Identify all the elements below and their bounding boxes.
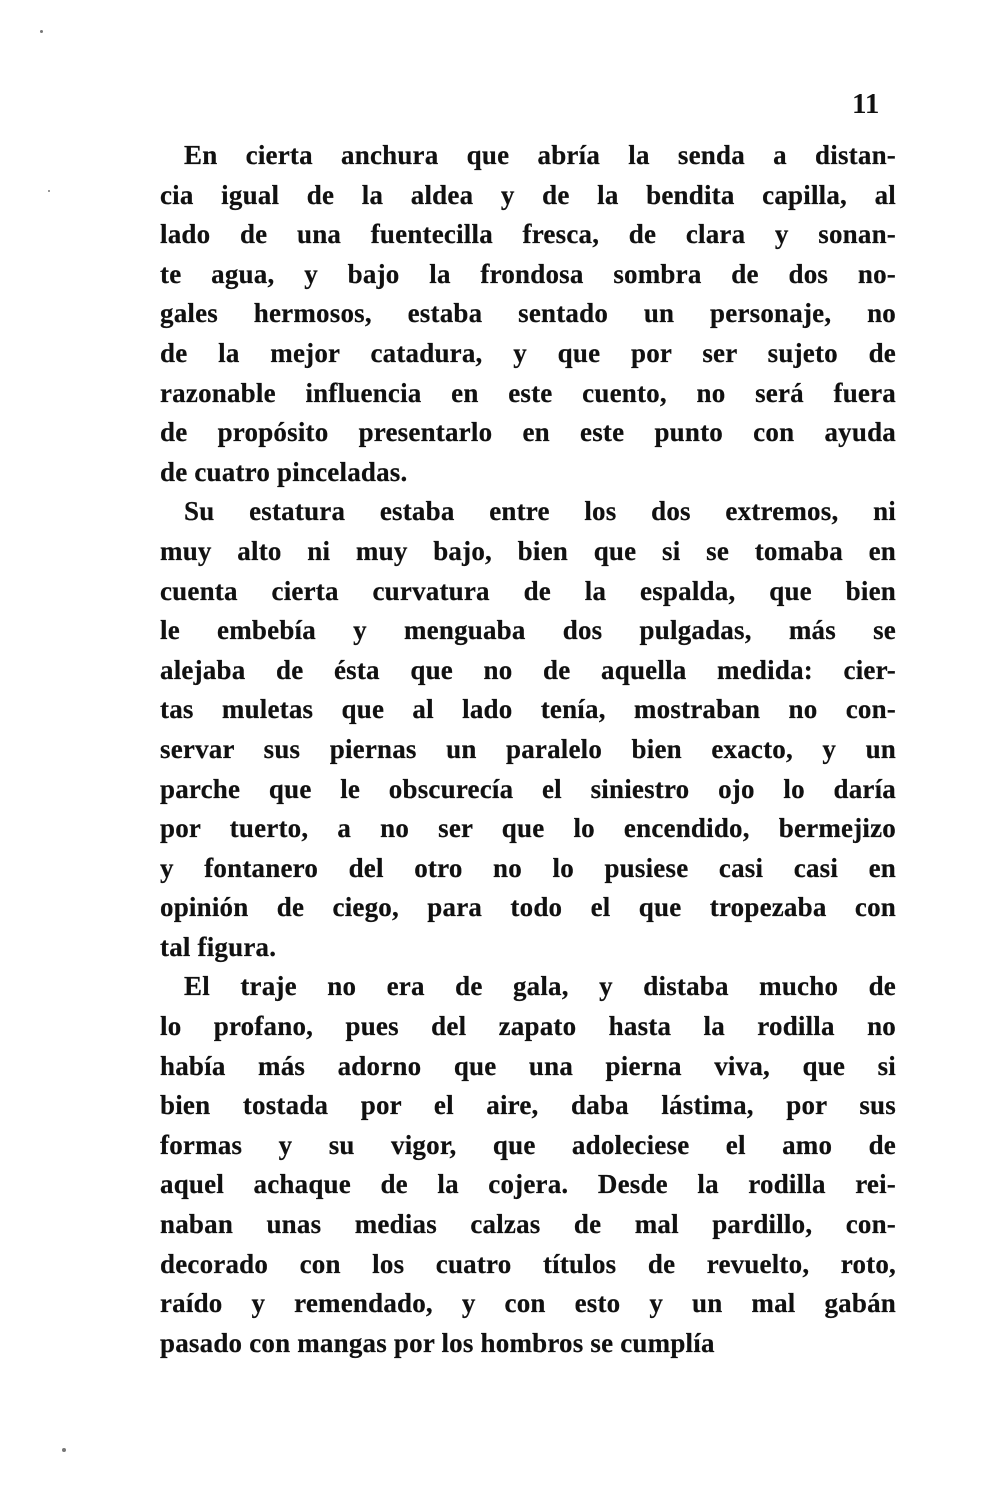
- scan-speck: [48, 190, 50, 192]
- text-line: aquel achaque de la cojera. Desde la rodilla rei-: [160, 1169, 896, 1200]
- text-line: Su estatura estaba entre los dos extremos, ni: [184, 496, 896, 527]
- text-line: En cierta anchura que abría la senda a distan-: [184, 140, 896, 170]
- text-line: alejaba de ésta que no de aquella medida: cier-: [160, 654, 896, 685]
- text-line: cia igual de la aldea y de la bendita capilla, al: [160, 179, 896, 210]
- text-line: decorado con los cuatro títulos de revuelto, roto,: [160, 1248, 896, 1279]
- paragraph: [160, 492, 896, 967]
- text-line: te agua, y bajo la frondosa sombra de dos no-: [160, 258, 896, 289]
- text-line: lado de una fuentecilla fresca, de clara y sonan-: [160, 219, 896, 250]
- text-line: había más adorno que una pierna viva, que si: [160, 1050, 896, 1081]
- text-line: razonable influencia en este cuento, no será fuera: [160, 377, 896, 408]
- text-line: lo profano, pues del zapato hasta la rodilla no: [160, 1011, 896, 1042]
- text-line: formas y su vigor, que adoleciese el amo de: [160, 1129, 896, 1160]
- text-line: servar sus piernas un paralelo bien exacto, y un: [160, 733, 896, 764]
- text-line: de cuatro pinceladas.: [160, 456, 408, 487]
- text-line: tal figura.: [160, 931, 277, 962]
- text-line: de propósito presentarlo en este punto con ayuda: [160, 417, 896, 448]
- text-line: naban unas medias calzas de mal pardillo, con-: [160, 1209, 896, 1240]
- text-line: parche que le obscurecía el siniestro ojo lo daría: [160, 773, 896, 804]
- text-line: pasado con mangas por los hombros se cumplía: [160, 1327, 715, 1358]
- page-number: 11: [852, 88, 880, 120]
- text-line: y fontanero del otro no lo pusiese casi casi en: [160, 852, 896, 883]
- scan-speck: [62, 1448, 66, 1452]
- text-line: de la mejor catadura, y que por ser sujeto de: [160, 337, 896, 368]
- text-line: por tuerto, a no ser que lo encendido, bermejizo: [160, 813, 896, 844]
- scan-speck: [40, 30, 43, 33]
- paragraph: [160, 967, 896, 1363]
- text-line: bien tostada por el aire, daba lástima, por sus: [160, 1090, 896, 1121]
- text-line: raído y remendado, y con esto y un mal gabán: [160, 1288, 896, 1319]
- text-line: cuenta cierta curvatura de la espalda, que bien: [160, 575, 896, 606]
- text-line: tas muletas que al lado tenía, mostraban no con-: [160, 694, 896, 725]
- text-line: muy alto ni muy bajo, bien que si se tomaba en: [160, 535, 896, 566]
- text-line: opinión de ciego, para todo el que tropezaba con: [160, 892, 896, 923]
- paragraph: [160, 136, 896, 492]
- text-line: El traje no era de gala, y distaba mucho de: [184, 971, 896, 1002]
- body-text: [160, 136, 896, 1363]
- text-line: gales hermosos, estaba sentado un personaje, no: [160, 298, 896, 329]
- text-line: le embebía y menguaba dos pulgadas, más se: [160, 615, 896, 646]
